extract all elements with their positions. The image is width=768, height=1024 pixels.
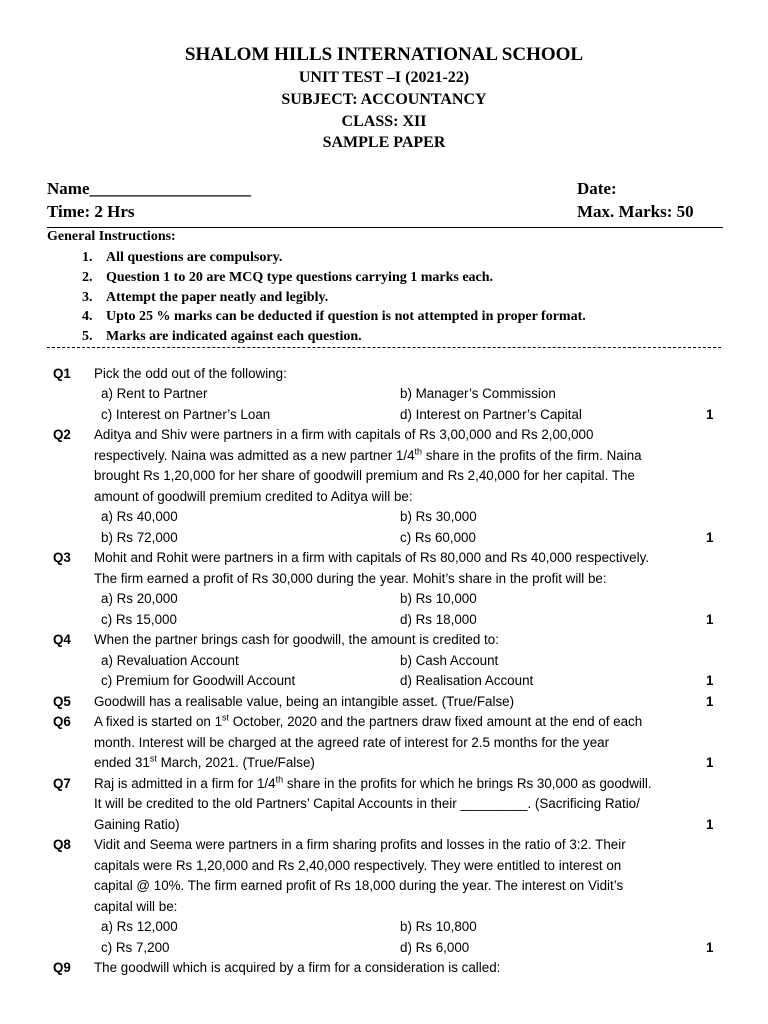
instruction-item: 4. Upto 25 % marks can be deducted if question is not attempted in proper format. [82,309,586,325]
question-text: brought Rs 1,20,000 for her share of goodwill premium and Rs 2,40,000 for her capital. The [94,468,635,483]
option-a: a) Rs 12,000 [101,919,178,934]
instruction-item: 5. Marks are indicated against each question. [82,329,362,345]
instruction-item: 2. Question 1 to 20 are MCQ type questions carrying 1 marks each. [82,269,494,285]
question-text: Aditya and Shiv were partners in a firm with capitals of Rs 3,00,000 and Rs 2,00,000 [94,427,594,442]
question-text: A fixed is started on 1st October, 2020 and the partners draw fixed amount at the end of each [94,712,643,729]
question-marks: 1 [706,755,714,770]
paper-title: SAMPLE PAPER [322,134,446,151]
question-text: capitals were Rs 1,20,000 and Rs 2,40,000 respectively. They were entitled to interest on [94,858,622,873]
subject-title: SUBJECT: ACCOUNTANCY [281,91,487,108]
question-number: Q8 [53,837,71,852]
option-a: a) Revaluation Account [101,653,239,668]
question-marks: 1 [706,407,714,422]
option-a: a) Rs 40,000 [101,509,178,524]
question-text: Mohit and Rohit were partners in a firm with capitals of Rs 80,000 and Rs 40,000 respectively. [94,550,649,565]
option-d: d) Interest on Partner’s Capital [400,407,582,422]
question-marks: 1 [706,612,714,627]
option-a: a) Rs 20,000 [101,591,178,606]
question-marks: 1 [706,530,714,545]
question-text: Pick the odd out of the following: [94,366,287,381]
question-marks: 1 [706,694,714,709]
school-name: SHALOM HILLS INTERNATIONAL SCHOOL [184,44,584,65]
question-number: Q6 [53,714,71,729]
question-text: Raj is admitted in a firm for 1/4th share in the profits for which he brings Rs 30,000 as goodwill. [94,774,652,791]
question-text: Vidit and Seema were partners in a firm sharing profits and losses in the ratio of 3:2. Their [94,837,626,852]
option-a: a) Rent to Partner [101,386,208,401]
question-text: capital @ 10%. The firm earned profit of Rs 18,000 during the year. The interest on Vidit’s [94,878,624,893]
question-text: The firm earned a profit of Rs 30,000 during the year. Mohit’s share in the profit will be: [94,571,607,586]
instructions-title: General Instructions: [47,229,176,244]
question-text: Gaining Ratio) [94,817,180,832]
option-d: c) Rs 60,000 [400,530,476,545]
option-c: c) Rs 7,200 [101,940,170,955]
instruction-item: 1. All questions are compulsory. [82,250,283,265]
question-number: Q5 [53,694,71,709]
option-b: b) Manager’s Commission [400,386,556,401]
class-title: CLASS: XII [341,113,427,130]
option-b: b) Rs 10,800 [400,919,477,934]
option-b: b) Cash Account [400,653,499,668]
question-number: Q9 [53,960,71,975]
time-label: Time: 2 Hrs [47,202,135,221]
question-number: Q7 [53,776,71,791]
question-text: Goodwill has a realisable value, being an intangible asset. (True/False) [94,694,515,709]
question-text: ended 31st March, 2021. (True/False) [94,753,315,770]
question-number: Q1 [53,366,71,381]
option-b: b) Rs 30,000 [400,509,477,524]
instruction-item: 3. Attempt the paper neatly and legibly. [82,289,329,305]
test-title: UNIT TEST –I (2021-22) [298,69,470,86]
option-c: c) Premium for Goodwill Account [101,673,296,688]
option-c: c) Rs 15,000 [101,612,177,627]
question-text: When the partner brings cash for goodwill, the amount is credited to: [94,632,499,647]
question-number: Q4 [53,632,71,647]
question-number: Q2 [53,427,71,442]
question-marks: 1 [706,673,714,688]
question-marks: 1 [706,940,714,955]
date-field: Date: [577,179,617,198]
option-c: c) Interest on Partner’s Loan [101,407,271,422]
student-name-field: Name___________________ [47,179,251,198]
option-d: d) Rs 6,000 [400,940,470,955]
question-text: It will be credited to the old Partners’ Capital Accounts in their _________. (Sacrificing Ratio/ [94,796,640,811]
max-marks-label: Max. Marks: 50 [577,202,694,221]
question-text: month. Interest will be charged at the agreed rate of interest for 2.5 months for the year [94,735,610,750]
option-d: d) Rs 18,000 [400,612,477,627]
question-text: respectively. Naina was admitted as a new partner 1/4th share in the profits of the firm. Naina [94,446,642,463]
question-marks: 1 [706,817,714,832]
option-b: b) Rs 10,000 [400,591,477,606]
question-text: capital will be: [94,899,178,914]
question-text: The goodwill which is acquired by a firm for a consideration is called: [94,960,501,975]
question-number: Q3 [53,550,71,565]
question-text: amount of goodwill premium credited to Aditya will be: [94,489,413,504]
option-c: b) Rs 72,000 [101,530,178,545]
option-d: d) Realisation Account [400,673,534,688]
